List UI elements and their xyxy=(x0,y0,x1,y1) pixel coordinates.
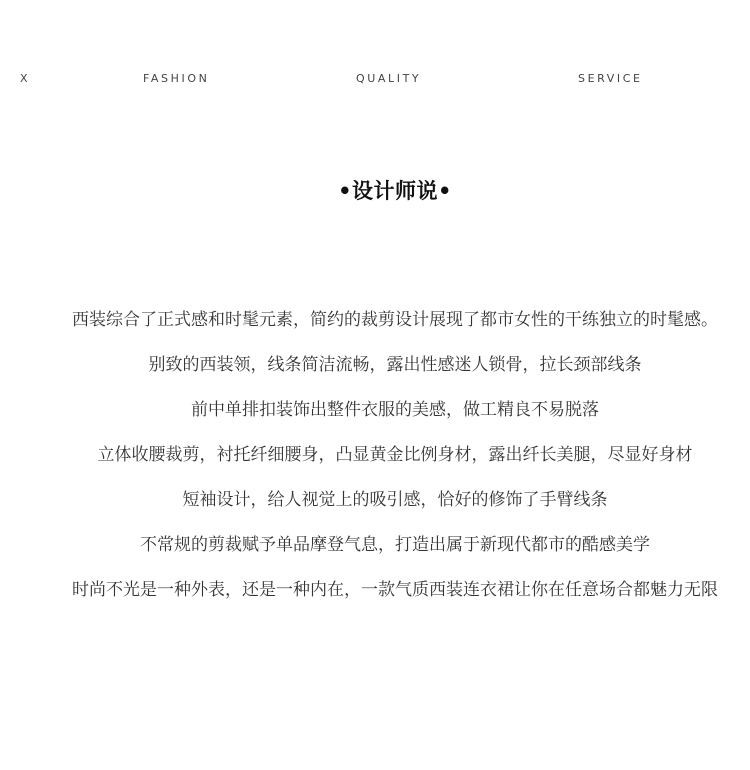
paragraph-line: 不常规的剪裁赋予单品摩登气息，打造出属于新现代都市的酷感美学 xyxy=(140,535,650,555)
nav-item-quality: QUALITY xyxy=(356,72,422,85)
paragraph-line: 立体收腰裁剪，衬托纤细腰身，凸显黄金比例身材，露出纤长美腿，尽显好身材 xyxy=(97,445,693,465)
paragraph-line: 别致的西装领，线条简洁流畅，露出性感迷人锁骨，拉长颈部线条 xyxy=(148,355,642,375)
paragraph-line: 前中单排扣装饰出整件衣服的美感，做工精良不易脱落 xyxy=(191,400,599,420)
paragraph-line: 时尚不光是一种外表，还是一种内在，一款气质西装连衣裙让你在任意场合都魅力无限 xyxy=(72,580,718,600)
section-title: •设计师说• xyxy=(338,179,452,203)
nav-item-service: SERVICE xyxy=(578,72,643,85)
paragraph-line: 西装综合了正式感和时髦元素，简约的裁剪设计展现了都市女性的干练独立的时髦感。 xyxy=(72,310,718,330)
nav-item-fashion: FASHION xyxy=(143,72,210,85)
header-mark: X xyxy=(20,72,31,85)
paragraph-line: 短袖设计，给人视觉上的吸引感，恰好的修饰了手臂线条 xyxy=(182,490,608,510)
